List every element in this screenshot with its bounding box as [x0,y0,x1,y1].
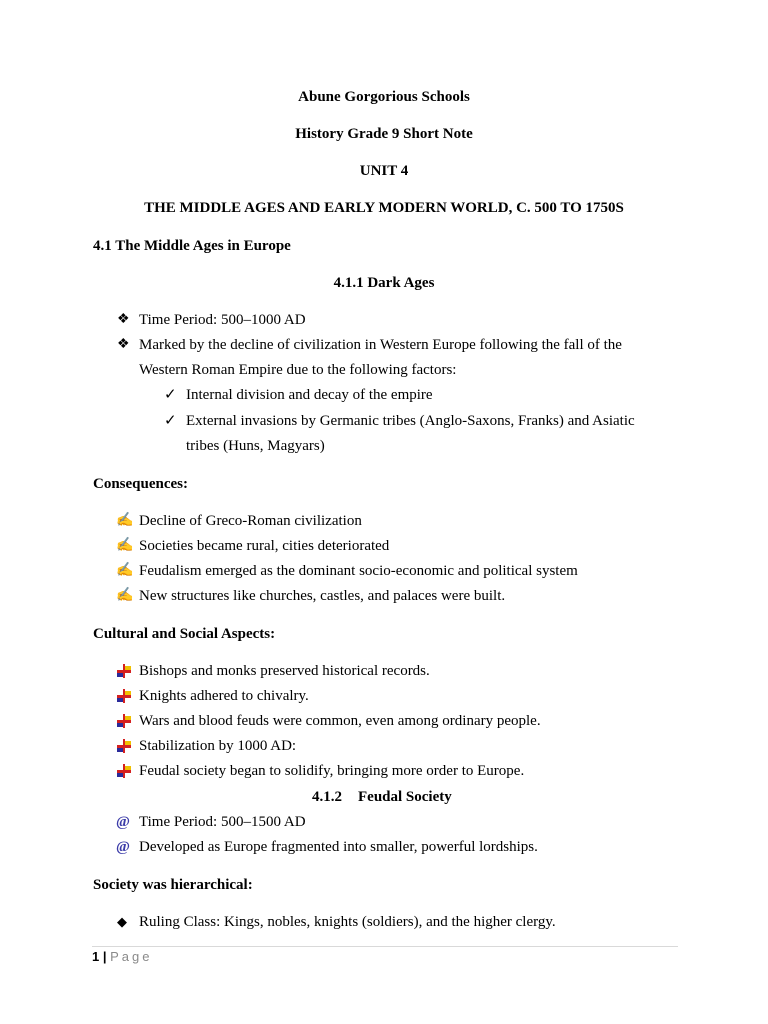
list-item: Feudal society began to solidify, bringing more order to Europe. [139,763,525,779]
list-item: Feudalism emerged as the dominant socio-economic and political system [139,563,578,579]
list-item: Internal division and decay of the empire [186,387,433,403]
list-item: Wars and blood feuds were common, even among ordinary people. [139,713,541,729]
list-item-continuation: Western Roman Empire due to the following factors: [139,362,457,378]
list-item: Ruling Class: Kings, nobles, knights (soldiers), and the higher clergy. [139,914,556,930]
list-item: Marked by the decline of civilization in Western Europe following the fall of the [139,337,622,353]
checkmark-icon: ✓ [164,413,177,429]
rhombus-bullet-icon: ◆ [117,914,127,929]
subsection-heading-feudal-society: Feudal Society [358,789,452,805]
list-item: Time Period: 500–1000 AD [139,312,306,328]
diamond-bullet-icon: ❖ [117,312,130,327]
spiral-icon: @ [116,814,130,830]
spiral-icon: @ [116,839,130,855]
unit-label: UNIT 4 [359,163,409,179]
list-item: Societies became rural, cities deteriorated [139,538,390,554]
cross-flag-icon [116,663,132,679]
subsection-number-4-1-2: 4.1.2 [312,789,342,805]
section-heading-4-1: 4.1 The Middle Ages in Europe [93,238,291,254]
hierarchy-heading: Society was hierarchical: [93,877,253,893]
writing-hand-icon: ✍ [116,513,134,528]
list-item: Stabilization by 1000 AD: [139,738,297,754]
list-item: Knights adhered to chivalry. [139,688,309,704]
cross-flag-icon [116,763,132,779]
list-item: Bishops and monks preserved historical records. [139,663,430,679]
cross-flag-icon [116,738,132,754]
unit-title: THE MIDDLE AGES AND EARLY MODERN WORLD, C. 500 TO 1750S [144,200,624,216]
page-number: 1 [92,949,100,964]
school-name: Abune Gorgorious Schools [298,89,470,105]
page-label: Page [110,949,153,964]
document-subject: History Grade 9 Short Note [295,126,473,142]
writing-hand-icon: ✍ [116,563,134,578]
footer-divider [92,946,678,947]
cross-flag-icon [116,713,132,729]
list-item-continuation: tribes (Huns, Magyars) [186,438,325,454]
footer-separator: | [102,949,107,964]
diamond-bullet-icon: ❖ [117,337,130,352]
subsection-heading-dark-ages: 4.1.1 Dark Ages [333,275,435,291]
writing-hand-icon: ✍ [116,588,134,603]
cultural-heading: Cultural and Social Aspects: [93,626,276,642]
list-item: Developed as Europe fragmented into smaller, powerful lordships. [139,839,538,855]
writing-hand-icon: ✍ [116,538,134,553]
checkmark-icon: ✓ [164,387,177,403]
list-item: Decline of Greco-Roman civilization [139,513,362,529]
list-item: External invasions by Germanic tribes (Anglo-Saxons, Franks) and Asiatic [186,413,635,429]
list-item: Time Period: 500–1500 AD [139,814,306,830]
list-item: New structures like churches, castles, and palaces were built. [139,588,506,604]
consequences-heading: Consequences: [93,476,189,492]
cross-flag-icon [116,688,132,704]
page-footer [92,949,153,965]
